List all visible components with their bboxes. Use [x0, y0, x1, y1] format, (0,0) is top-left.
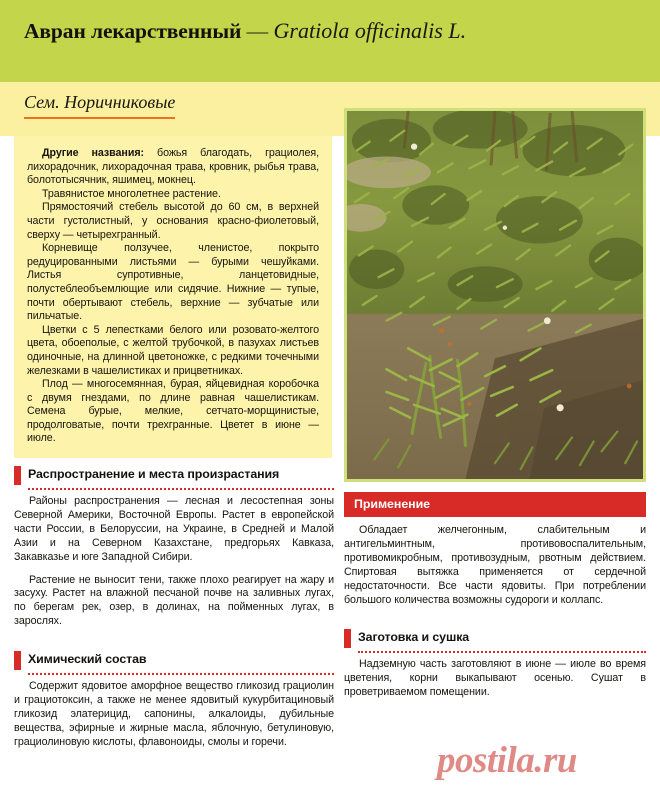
section-title-application: Применение — [354, 497, 431, 511]
title-russian-name: Авран лекарственный — [24, 19, 242, 43]
family-name: Сем. Норичниковые — [24, 92, 175, 119]
section-header-application — [344, 492, 646, 517]
description-paragraph: Прямостоячий стебель высотой до 60 см, в верхней части густолистный, у основания красно-фиолетовый, сверху — четырехгранный. — [27, 201, 319, 241]
section-rule — [28, 670, 334, 675]
title-latin-name: Gratiola officinalis L. — [273, 18, 467, 43]
site-watermark: postila.ru — [437, 740, 577, 781]
right-column — [344, 492, 646, 709]
description-paragraph: Цветки с 5 лепестками белого или розовато-желтого цвета, обоеполые, с желтой трубочкой, в пазухах листьев одиночные, на длинной цветоножке, с редкими точечными железками в чашелистиках и прицветниках. — [27, 323, 319, 377]
description-paragraph: Плод — многосемянная, бурая, яйцевидная коробочка с двумя гнездами, по длине равная чашелистикам. Семена бурые, мелкие, сетчато-морщинистые, продолговатые, почти трехгранные. Цветет в июне — июле. — [27, 378, 319, 445]
section-header-harvest — [344, 629, 646, 653]
plant-photo — [344, 108, 646, 482]
section-title-chemical: Химический состав — [28, 652, 147, 667]
page-title — [24, 18, 466, 44]
title-dash: — — [246, 19, 269, 43]
distribution-paragraph: Районы распространения — лесная и лесостепная зоны Северной Америки, Восточной Европы. Растет в европейской части России, в Белоруссии, на Украине, в Средней и Малой Азии и на Северном Казахстане, предгорьях Кавказа, Закавказье и юге Западной Сибири. — [14, 495, 334, 563]
spacer — [344, 616, 646, 629]
other-names-value: божья благодать, грациолея, лихорадочник, лихорадочная трава, кровник, рыбья трава, болототысячник, яшимец, мокнец. — [27, 147, 319, 187]
section-title-distribution: Распространение и места произрастания — [28, 467, 280, 481]
description-paragraph: Травянистое многолетнее растение. — [42, 187, 221, 200]
description-paragraph: Корневище ползучее, членистое, покрыто редуцированными листьями — бурыми чешуйками. Листья супротивные, ланцетовидные, полустеблеобъемлющие или сидячие. Нижние — тупые, почти обертывают стебель, верхние — зубчатые или пильчатые. — [27, 242, 319, 323]
other-names-label: Другие названия: — [42, 147, 145, 159]
other-names-paragraph — [27, 147, 319, 188]
left-column — [14, 466, 334, 759]
plant-photo-image — [347, 111, 643, 479]
spacer — [14, 638, 334, 651]
distribution-paragraph: Растение не выносит тени, также плохо реагирует на жару и засуху. Растет на влажной песчаной почве на заливных лугах, по берегам рек, озер, в долинах, на пойменных лугах, в зарослях. — [14, 573, 334, 628]
application-paragraph: Обладает желчегонным, слабительным и антигельминтным, противовоспалительным, противомикробным, противозудным, рвотным действием. Спиртовая вытяжка применяется от сердечной недостаточности. Все части ядовиты. При потреблении большого количества возможны судороги и коллапс. — [344, 524, 646, 606]
section-rule — [358, 648, 646, 653]
section-header-chemical — [14, 651, 334, 675]
description-box — [14, 136, 332, 458]
section-header-distribution — [14, 466, 334, 490]
chemical-paragraph: Содержит ядовитое аморфное вещество гликозид грациолин и грациотоксин, а также не менее ядовитый кукурбитациновый гликозид элатерицид, сапонины, алкалоиды, дубильные вещества, эфирные и жирные масла, яблочную, бетулиновую, грациолиновую кислоты, флавоноиды, смолы и горечи. — [14, 680, 334, 748]
section-title-harvest: Заготовка и сушка — [358, 630, 470, 645]
harvest-paragraph: Надземную часть заготовляют в июне — июле во время цветения, корни выкапывают осенью. Сушат в проветриваемом помещении. — [344, 658, 646, 699]
section-rule — [28, 485, 334, 490]
